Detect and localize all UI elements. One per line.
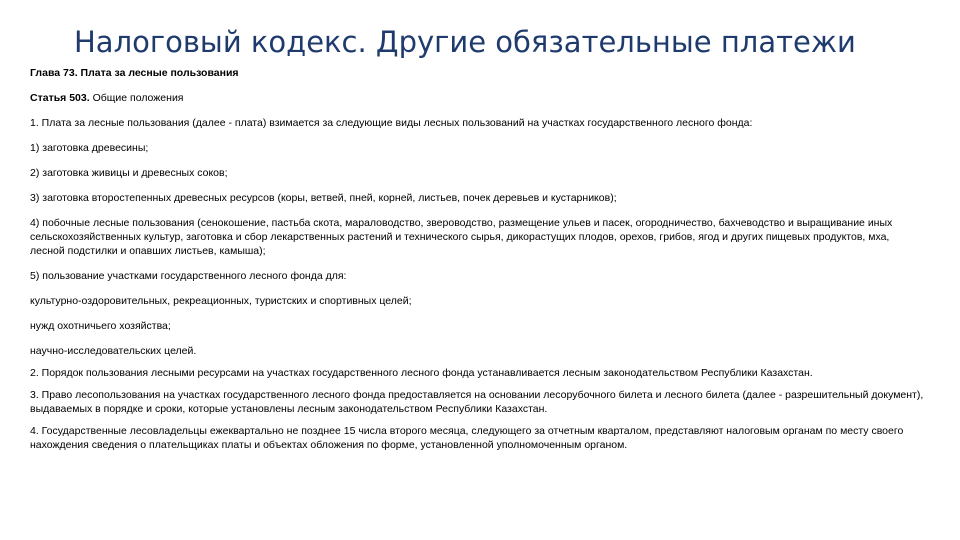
chapter-heading: Глава 73. Плата за лесные пользования bbox=[30, 67, 239, 79]
paragraph: 4) побочные лесные пользования (сенокошение, пастьба скота, мараловодство, звероводство, размещение ульев и пасек, огородничество, бахчеводство и выращивание иных сельскохозяйственных культур, заготовка и сбор лекарственных растений и технического сырья, дикорастущих плодов, орехов, грибов, ягод и других пищевых продуктов, мха, лесной подстилки и опавших листьев, камыша); bbox=[30, 217, 893, 257]
slide-title: Налоговый кодекс. Другие обязательные платежи bbox=[74, 25, 856, 59]
paragraph: 5) пользование участками государственного лесного фонда для: bbox=[30, 270, 347, 282]
paragraph: 1) заготовка древесины; bbox=[30, 142, 149, 154]
paragraph: 3) заготовка второстепенных древесных ресурсов (коры, ветвей, пней, корней, листьев, почек деревьев и кустарников); bbox=[30, 192, 617, 204]
paragraph: культурно-оздоровительных, рекреационных, туристских и спортивных целей; bbox=[30, 295, 412, 307]
paragraph: научно-исследовательских целей. bbox=[30, 345, 197, 357]
document-body bbox=[30, 66, 925, 452]
paragraph: нужд охотничьего хозяйства; bbox=[30, 320, 171, 332]
paragraph: 3. Право лесопользования на участках государственного лесного фонда предоставляется на основании лесорубочного билета и лесного билета (далее - разрешительный документ), выдаваемых в порядке и сроки, которые установлены лесным законодательством Республики Казахстан. bbox=[30, 389, 924, 415]
article-name: Общие положения bbox=[92, 92, 184, 104]
paragraph: 2) заготовка живицы и древесных соков; bbox=[30, 167, 228, 179]
article-heading bbox=[30, 91, 925, 105]
paragraph: 4. Государственные лесовладельцы ежеквартально не позднее 15 числа второго месяца, следующего за отчетным кварталом, представляют налоговым органам по месту своего нахождения сведения о плательщиках платы и объектах обложения по форме, установленной уполномоченным органом. bbox=[30, 425, 904, 451]
article-number: Статья 503. bbox=[30, 92, 90, 104]
paragraph: 2. Порядок пользования лесными ресурсами на участках государственного лесного фонда устанавливается лесным законодательством Республики Казахстан. bbox=[30, 367, 813, 379]
paragraph: 1. Плата за лесные пользования (далее - плата) взимается за следующие виды лесных пользований на участках государственного лесного фонда: bbox=[30, 117, 753, 129]
